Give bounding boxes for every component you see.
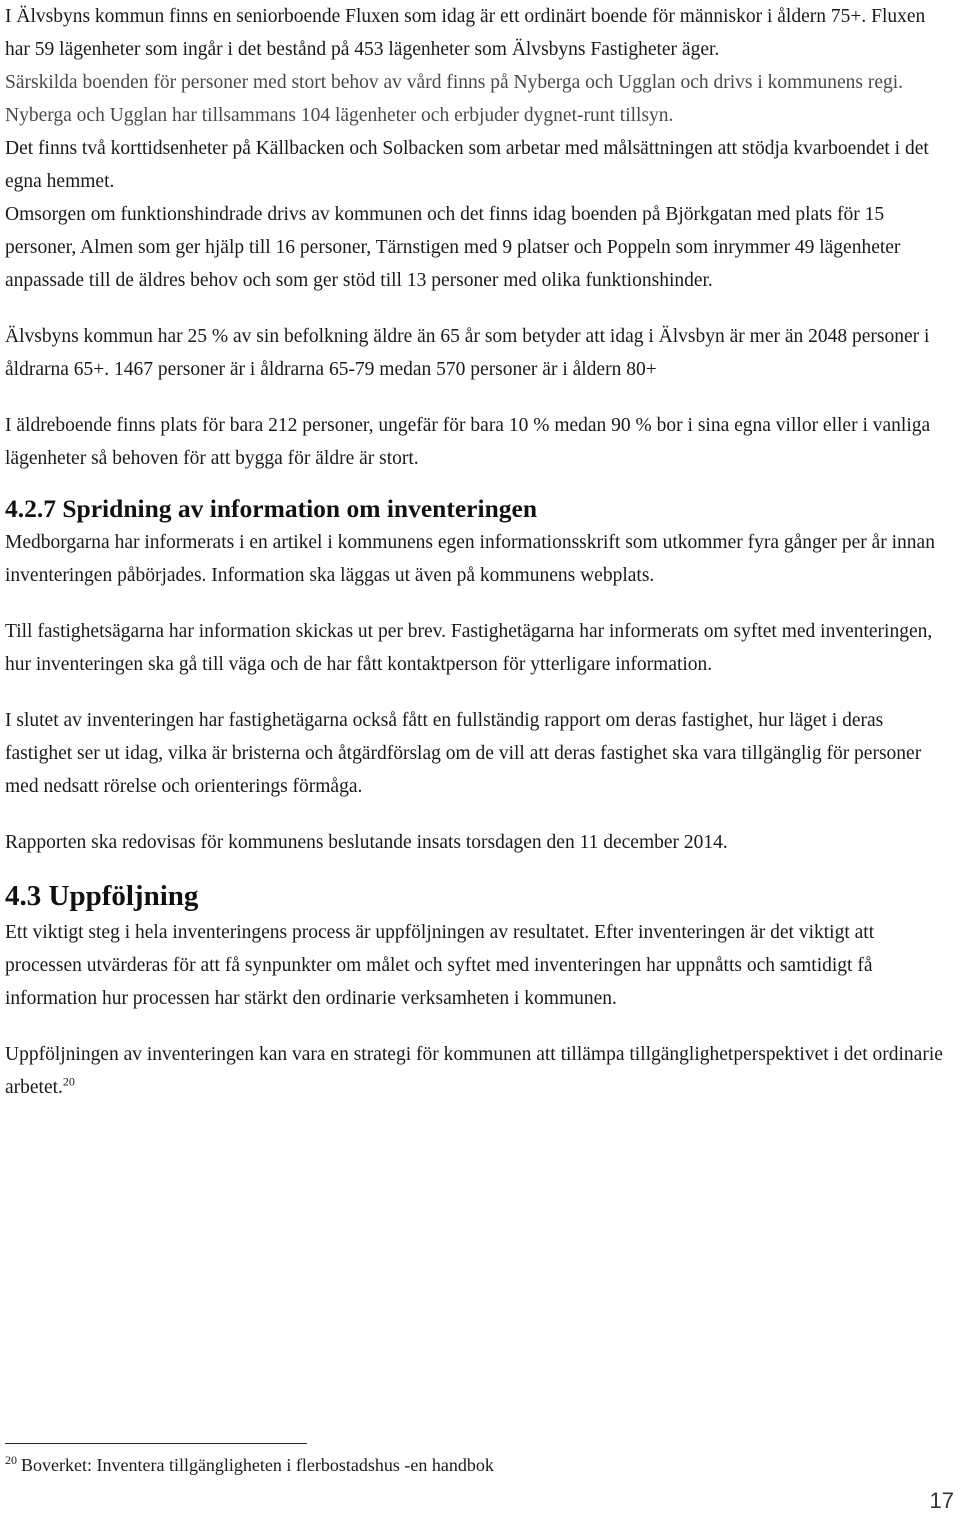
paragraph-sarskilda-boenden: Särskilda boenden för personer med stort behov av vård finns på Nyberga och Ugglan och drivs i kommunens regi. [5,72,904,93]
paragraph-fluxen: I Älvsbyns kommun finns en seniorboende Fluxen som idag är ett ordinärt boende för människor i åldern 75+. Fluxen har 59 lägenheter som ingår i det bestånd på 453 lägenheter som Älvsbyns Fastigheter äger. [5,6,926,60]
section-heading-43: 4.3 Uppföljning [5,880,199,912]
document-page [5,0,955,1104]
paragraph-korttidsenheter: Det finns två korttidsenheter på Källbacken och Solbacken som arbetar med målsättningen att stödja kvarboendet i det egna hemmet. [5,138,929,192]
paragraph-slutet-av-inventeringen: I slutet av inventeringen har fastighetägarna också fått en fullständig rapport om deras fastighet, hur läget i deras fastighet ser ut idag, vilka är bristerna och åtgärdförslag om de vill att deras fastighet ska vara tillgänglig för personer med nedsatt rörelse och orienterings förmåga. [5,710,922,797]
paragraph-funktionshindrade: Omsorgen om funktionshindrade drivs av kommunen och det finns idag boenden på Björkgatan med plats för 15 personer, Almen som ger hjälp till 16 personer, Tärnstigen med 9 platser och Poppeln som inrymmer 49 lägenheter anpassade till de äldres behov och som ger stöd till 13 personer med olika funktionshinder. [5,204,901,291]
page-number: 17 [929,1488,954,1513]
paragraph-uppfoljning-steg: Ett viktigt steg i hela inventeringens process är uppföljningen av resultatet. Efter inventeringen är det viktigt att processen utvärderas för att få synpunkter om målet och syftet med inventeringen har uppnåtts och samtidigt få information hur processen har stärkt den ordinarie verksamheten i kommunen. [5,922,875,1009]
paragraph-aldreboende: I äldreboende finns plats för bara 212 personer, ungefär för bara 10 % medan 90 % bor i sina egna villor eller i vanliga lägenheter så behoven för att bygga för äldre är stort. [5,415,931,469]
footnote-divider [5,1443,307,1444]
paragraph-befolkning: Älvsbyns kommun har 25 % av sin befolkning äldre än 65 år som betyder att idag i Älvsbyn är mer än 2048 personer i åldrarna 65+. 1467 personer är i åldrarna 65-79 medan 570 personer är i åldern 80+ [5,326,930,380]
section-heading-427: 4.2.7 Spridning av information om inventeringen [5,494,538,523]
paragraph-uppfoljning-strategi [5,1038,955,1104]
footnote-text: Boverket: Inventera tillgängligheten i flerbostadshus -en handbok [21,1455,494,1475]
paragraph-uppfoljning-strategi-text: Uppföljningen av inventeringen kan vara en strategi för kommunen att tillämpa tillgänglighetperspektivet i det ordinarie arbetet. [5,1044,943,1098]
paragraph-fastighetsagarna: Till fastighetsägarna har information skickas ut per brev. Fastighetägarna har informerats om syftet med inventeringen, hur inventeringen ska gå till väga och de har fått kontaktperson för ytterligare information. [5,621,933,675]
paragraph-rapporten: Rapporten ska redovisas för kommunens beslutande insats torsdagen den 11 december 2014. [5,832,728,853]
paragraph-nyberga-ugglan: Nyberga och Ugglan har tillsammans 104 lägenheter och erbjuder dygnet-runt tillsyn. [5,105,674,126]
footnote-reference: 20 [62,1074,75,1089]
footnote-number: 20 [5,1453,17,1467]
footnote [5,1452,494,1478]
paragraph-medborgarna: Medborgarna har informerats i en artikel i kommunens egen informationsskrift som utkommer fyra gånger per år innan inventeringen påbörjades. Information ska läggas ut även på kommunens webplats. [5,532,935,586]
